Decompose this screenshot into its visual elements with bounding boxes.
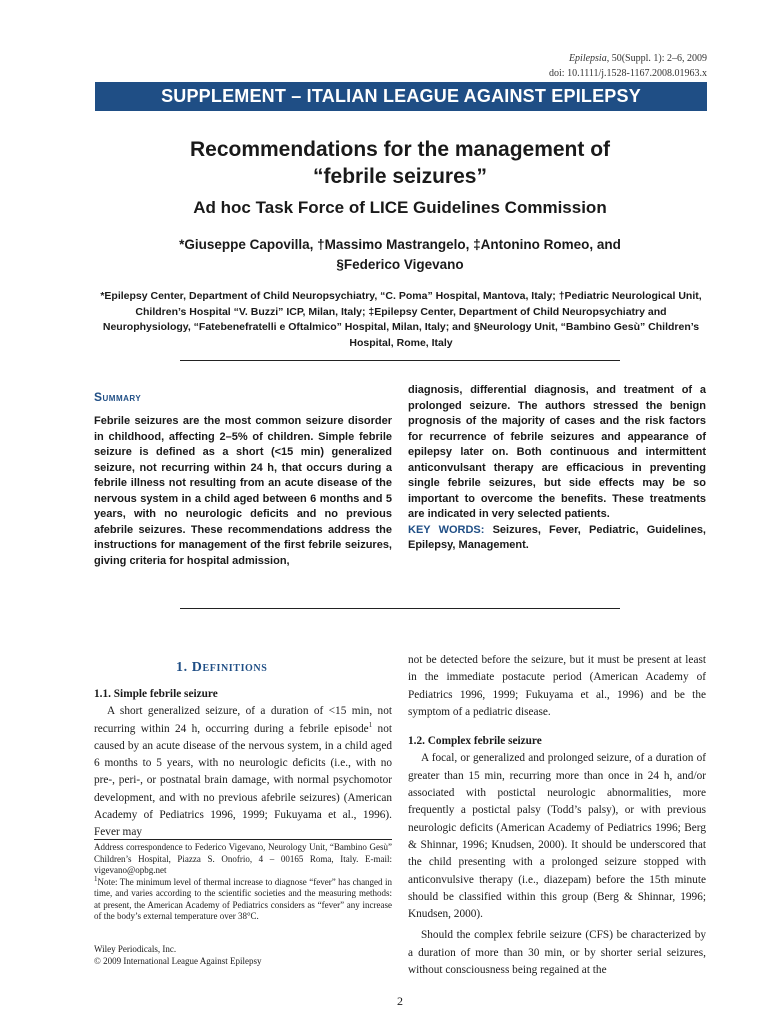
paragraph-cfs: Should the complex febrile seizure (CFS) be characterized by a duration of more than 30 min, or by shorter serial seizures, without consciousness being regained at the xyxy=(408,929,706,977)
supplement-banner: SUPPLEMENT – ITALIAN LEAGUE AGAINST EPILEPSY xyxy=(95,82,707,111)
footnotes xyxy=(94,842,392,923)
paragraph-text-b: not caused by an acute disease of the nervous system, in a child aged 6 months to 5 years, with no neurologic deficits (i.e., with no pre-, peri-, or postnatal brain damage, with normal psychomotor development, and with no previous afebrile seizures) (American Academy of Pediatrics 1996, 1999; Fukuyama et al., 1996). Fever may xyxy=(94,722,392,839)
paragraph-text-a: A short generalized seizure, of a duration of <15 min, not recurring within 24 h, occurring during a febrile episode xyxy=(94,705,392,735)
authors xyxy=(80,235,720,275)
paragraph-complex-febrile: A focal, or generalized and prolonged seizure, of a duration of greater than 15 min, recurring more than once in 24 h, and/or associated with postictal neurologic abnormalities, more frequently a postictal palsy (Todd’s palsy), or with previous neurologic deficits (American Academy of Pediatrics 1996; Berg & Shinnar, 1996; Knudsen, 2000). It should be underscored that the child presenting with a prolonged seizure stopped with anticonvulsive therapy (i.e., diazepam) before the 15th minute should be classified within this group (Berg & Shinnar, 1996; Knudsen, 2000). xyxy=(408,752,706,921)
authors-line-2: §Federico Vigevano xyxy=(336,257,464,272)
citation xyxy=(549,51,707,81)
paper-title xyxy=(80,136,720,190)
paper-subtitle: Ad hoc Task Force of LICE Guidelines Commission xyxy=(193,198,607,217)
summary-left-column: Febrile seizures are the most common seizure disorder in childhood, affecting 2–5% of children. Simple febrile seizure is defined as a short (<15 min) generalized seizure, not recurring within 24 h, that occurs during a febrile illness not resulting from an acute disease of the nervous system in a child aged between 6 months and 5 years, with no neurologic deficits and no previous afebrile seizures. These recommendations address the instructions for management of the first febrile seizures, giving criteria for hospital admission, xyxy=(94,415,392,567)
summary-right-column xyxy=(408,383,706,554)
subheading-simple-febrile: 1.1. Simple febrile seizure xyxy=(94,688,218,700)
section-heading-definitions: 1. Definitions xyxy=(176,660,268,675)
journal-volume: , 50(Suppl. 1): 2–6, 2009 xyxy=(606,53,707,64)
divider-bottom xyxy=(180,608,620,609)
body-left-column xyxy=(94,686,392,842)
footnote-1-mark: 1 xyxy=(94,874,98,883)
divider-top xyxy=(180,360,620,361)
footnote-1-text: Note: The minimum level of thermal increase to diagnose “fever” has changed in time, and varies according to the scientific societies and the measuring methods: at present, the American Academy of Pediatrics considers as “fever” any increase of the body’s external temperature over 38°C. xyxy=(94,876,392,921)
paragraph-simple-febrile xyxy=(94,703,392,841)
title-line-2: “febrile seizures” xyxy=(313,165,487,188)
authors-line-1: *Giuseppe Capovilla, †Massimo Mastrangelo, ‡Antonino Romeo, and xyxy=(179,237,621,252)
footnote-divider xyxy=(94,839,392,840)
correspondence-address: Address correspondence to Federico Vigevano, Neurology Unit, “Bambino Gesù” Children’s Hospital, Piazza S. Onofrio, 4 – 00165 Roma, Italy. E-mail: vigevano@opbg.net xyxy=(94,842,392,875)
publisher-info xyxy=(94,944,392,967)
affiliations: *Epilepsy Center, Department of Child Neuropsychiatry, “C. Poma” Hospital, Mantova, Italy; †Pediatric Neurological Unit, Children’s Hospital “V. Buzzi” ICP, Milan, Italy; ‡Epilepsy Center, Department of Child Neuropsychiatry and Neurophysiology, “Fatebenefratelli e Oftalmico” Hospital, Milan, Italy; and §Neurology Unit, “Bambino Gesù” Children’s Hospital, Rome, Italy xyxy=(100,290,702,349)
paragraph-continuation: not be detected before the seizure, but it must be present at least in the immediate postacute period (American Academy of Pediatrics 1996, 1999; Fukuyama et al., 1996) and be the symptom of a pediatric disease. xyxy=(408,654,706,718)
doi: doi: 10.1111/j.1528-1167.2008.01963.x xyxy=(549,68,707,79)
journal-name: Epilepsia xyxy=(568,53,607,64)
summary-right-text: diagnosis, differential diagnosis, and treatment of a prolonged seizure. The authors stressed the benign prognosis of the majority of cases and the risk factors for recurrence of febrile seizures and appearance of epilepsy later on. Both continuous and intermittent anticonvulsant therapy are efficacious in preventing single febrile seizures, but side effects may be so important to overcome the benefits. These treatments are indicated in very selected patients. xyxy=(408,384,706,520)
footnote-1 xyxy=(94,874,392,923)
publisher-name: Wiley Periodicals, Inc. xyxy=(94,944,177,954)
subheading-complex-febrile: 1.2. Complex febrile seizure xyxy=(408,735,542,748)
page-number: 2 xyxy=(397,994,403,1008)
footnote-ref: 1 xyxy=(368,720,373,729)
body-right-column xyxy=(408,652,706,979)
keywords-label: KEY WORDS: xyxy=(408,523,485,536)
title-line-1: Recommendations for the management of xyxy=(189,138,611,161)
keywords-text: Seizures, Fever, Pediatric, Guidelines, Epilepsy, Management. xyxy=(408,523,706,551)
summary-heading: Summary xyxy=(94,390,142,404)
copyright: © 2009 International League Against Epilepsy xyxy=(94,955,262,966)
